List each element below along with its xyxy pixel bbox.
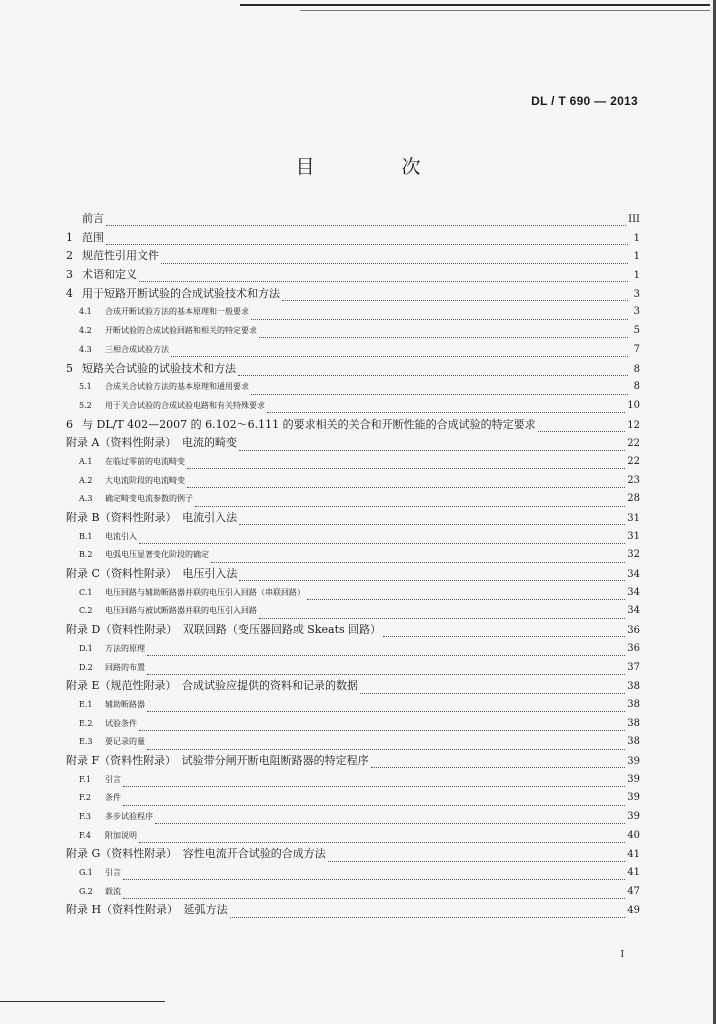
- toc-entry-page: 32: [627, 549, 640, 561]
- dot-leader: [123, 775, 625, 787]
- toc-entry-number: A.1: [79, 456, 93, 466]
- toc-entry-page: 8: [633, 381, 640, 393]
- toc-entry[interactable]: [66, 229, 640, 248]
- toc-entry-number: A.2: [79, 475, 93, 485]
- scan-border-line: [240, 4, 710, 6]
- dot-leader: [147, 738, 625, 750]
- dot-leader: [195, 495, 625, 507]
- toc-entry[interactable]: [66, 528, 640, 547]
- toc-entry-title: 开断试验的合成试验回路和相关的特定要求: [105, 326, 257, 336]
- toc-entry-title: 试验条件: [105, 718, 137, 728]
- toc-entry[interactable]: [66, 472, 640, 491]
- toc-entry-page: 31: [627, 530, 640, 542]
- toc-entry[interactable]: [66, 733, 640, 752]
- toc-entry-number: 3: [66, 268, 73, 282]
- toc-entry-title: 附录 B（资料性附录） 电流引入法: [66, 511, 238, 524]
- toc-entry-title: 术语和定义: [82, 268, 137, 282]
- toc-entry[interactable]: [66, 696, 640, 715]
- toc-entry[interactable]: [66, 266, 640, 285]
- toc-entry[interactable]: [66, 490, 640, 509]
- dot-leader: [239, 569, 625, 581]
- toc-entry-title: 附录 D（资料性附录） 双联回路（变压器回路或 Skeats 回路）: [66, 623, 382, 637]
- toc-entry-number: 5: [66, 361, 73, 375]
- toc-entry-title: 附加说明: [105, 830, 137, 840]
- dot-leader: [239, 439, 625, 451]
- toc-entry-number: 4: [66, 286, 73, 300]
- toc-entry-title: 在临过零前的电流畸变: [105, 456, 185, 466]
- scan-border-line: [300, 10, 710, 11]
- toc-entry-title: 用于关合试验的合成试验电路和有关特殊要求: [105, 400, 265, 410]
- toc-entry-title: 与 DL/T 402—2007 的 6.102～6.111 的要求相关的关合和开断性能的合成试验的特定要求: [82, 417, 536, 431]
- toc-entry-page: 34: [627, 586, 640, 598]
- toc-entry-page: 40: [627, 829, 640, 841]
- toc-entry-number: G.1: [79, 868, 93, 878]
- toc-entry-page: 1: [633, 232, 640, 244]
- toc-entry-number: E.3: [79, 737, 93, 747]
- toc-entry-title: 方法的原理: [105, 643, 145, 653]
- toc-entry-title: 附录 F（资料性附录） 试验带分闸开断电阻断路器的特定程序: [66, 753, 369, 767]
- toc-entry-number: B.1: [79, 531, 93, 541]
- toc-entry-page: 41: [627, 849, 640, 861]
- dot-leader: [251, 308, 628, 320]
- dot-leader: [360, 682, 625, 694]
- toc-entry-title: 引言: [105, 868, 121, 878]
- toc-entry-number: 4.3: [79, 344, 92, 354]
- toc-entry-number: B.2: [79, 550, 93, 560]
- dot-leader: [187, 457, 625, 469]
- toc-entry-number: 2: [66, 249, 73, 263]
- toc-entry[interactable]: [66, 621, 640, 640]
- toc-entry-title: 附录 G（资料性附录） 容性电流开合试验的合成方法: [66, 847, 326, 861]
- toc-entry[interactable]: [66, 397, 640, 416]
- toc-entry[interactable]: [66, 378, 640, 397]
- dot-leader: [123, 868, 625, 880]
- toc-entry-title: 要记录的量: [105, 737, 145, 747]
- toc-entry-number: 1: [66, 230, 73, 244]
- toc-entry-page: 7: [633, 343, 640, 355]
- toc-entry-page: 38: [627, 717, 640, 729]
- toc-entry-page: 37: [627, 661, 640, 673]
- dot-leader: [139, 532, 625, 544]
- toc-entry-page: 39: [627, 792, 640, 804]
- toc-entry-page: 47: [627, 885, 640, 897]
- toc-entry-page: 39: [627, 755, 640, 767]
- toc-entry-title: 电压回路与被试断路器并联的电压引入回路: [105, 606, 257, 616]
- toc-entry-page: 3: [633, 306, 640, 318]
- toc-entry[interactable]: [66, 546, 640, 565]
- toc-entry-page: 22: [627, 438, 640, 450]
- toc-entry-number: C.1: [79, 587, 93, 597]
- dot-leader: [267, 401, 625, 413]
- toc-entry[interactable]: [66, 285, 640, 304]
- toc-entry[interactable]: [66, 247, 640, 266]
- dot-leader: [161, 252, 628, 264]
- toc-entry-title: 多步试验程序: [105, 812, 153, 821]
- toc-entry-page: 36: [627, 625, 640, 637]
- toc-entry-number: G.2: [79, 886, 93, 896]
- toc-entry[interactable]: [66, 715, 640, 734]
- toc-entry-page: 34: [627, 569, 640, 581]
- scan-border-line: [0, 1001, 165, 1002]
- toc-entry-page: 1: [633, 270, 640, 282]
- toc-entry-title: 规范性引用文件: [82, 249, 159, 263]
- toc-entry-number: F.3: [79, 812, 91, 821]
- dot-leader: [147, 700, 625, 712]
- toc-entry-page: 38: [627, 681, 640, 693]
- toc-entry-number: E.1: [79, 699, 93, 709]
- toc-entry[interactable]: [66, 640, 640, 659]
- toc-entry-title: 附录 A（资料性附录） 电流的畸变: [66, 436, 237, 450]
- dot-leader: [106, 214, 626, 226]
- dot-leader: [139, 719, 625, 731]
- dot-leader: [538, 420, 626, 432]
- table-of-contents: [66, 210, 640, 920]
- toc-entry-page: 5: [633, 325, 640, 337]
- toc-entry[interactable]: [66, 434, 640, 453]
- dot-leader: [239, 513, 625, 525]
- toc-entry[interactable]: [66, 864, 640, 883]
- toc-entry[interactable]: [66, 565, 640, 584]
- toc-entry-number: 4.1: [79, 307, 92, 317]
- toc-entry-number: D.1: [79, 643, 93, 653]
- toc-entry-title: 用于短路开断试验的合成试验技术和方法: [82, 286, 280, 300]
- toc-entry[interactable]: [66, 901, 640, 920]
- toc-entry-title: 确定畸变电流参数的例子: [105, 494, 193, 504]
- toc-entry-number: F.4: [79, 830, 91, 840]
- toc-entry-page: 49: [627, 905, 640, 917]
- toc-entry[interactable]: [66, 322, 640, 341]
- toc-entry-title: 引言: [105, 774, 121, 784]
- toc-entry-page: 8: [633, 363, 640, 375]
- page-folio: I: [620, 950, 624, 960]
- toc-entry-number: F.2: [79, 793, 91, 803]
- dot-leader: [259, 607, 625, 619]
- toc-entry[interactable]: [66, 789, 640, 808]
- toc-entry[interactable]: [66, 453, 640, 472]
- toc-entry-number: A.3: [79, 494, 93, 504]
- toc-entry-title: 电弧电压显著变化阶段的确定: [105, 550, 209, 560]
- toc-entry[interactable]: [66, 210, 640, 229]
- toc-entry-page: 1: [633, 251, 640, 263]
- toc-entry-title: 辅助断路器: [105, 699, 145, 709]
- toc-entry-title: 附录 H（资料性附录） 延弧方法: [66, 903, 228, 917]
- toc-entry[interactable]: [66, 303, 640, 322]
- dot-leader: [259, 326, 628, 338]
- toc-entry[interactable]: [66, 584, 640, 603]
- toc-entry-page: 36: [627, 642, 640, 654]
- toc-entry-number: C.2: [79, 606, 93, 616]
- toc-entry-number: D.2: [79, 662, 93, 672]
- toc-entry-number: 5.1: [79, 382, 92, 392]
- toc-entry-page: III: [628, 214, 640, 225]
- dot-leader: [328, 850, 625, 862]
- toc-entry-page: 41: [627, 867, 640, 879]
- toc-entry[interactable]: [66, 659, 640, 678]
- toc-entry-page: 38: [627, 736, 640, 748]
- toc-entry-title: 合成开断试验方法的基本原理和一般要求: [105, 307, 249, 317]
- toc-entry-number: 5.2: [79, 400, 92, 410]
- toc-entry-number: E.2: [79, 718, 93, 728]
- toc-entry-page: 31: [627, 513, 640, 524]
- toc-entry[interactable]: [66, 752, 640, 771]
- toc-entry-title: 回路的布置: [105, 662, 145, 672]
- toc-entry[interactable]: [66, 416, 640, 435]
- toc-entry[interactable]: [66, 808, 640, 827]
- dot-leader: [123, 887, 625, 899]
- toc-entry-title: 范围: [82, 230, 104, 244]
- toc-entry-page: 10: [627, 399, 640, 411]
- toc-entry-page: 22: [627, 455, 640, 467]
- dot-leader: [383, 625, 625, 637]
- toc-entry[interactable]: [66, 677, 640, 696]
- toc-entry[interactable]: [66, 341, 640, 360]
- toc-entry[interactable]: [66, 360, 640, 379]
- toc-entry-title: 短路关合试验的试验技术和方法: [82, 361, 236, 375]
- toc-entry-title: 前言: [82, 212, 104, 225]
- toc-entry-title: 大电流阶段的电流畸变: [105, 475, 185, 485]
- dot-leader: [171, 345, 628, 357]
- toc-entry-title: 附录 E（规范性附录） 合成试验应提供的资料和记录的数据: [66, 679, 359, 693]
- toc-entry-page: 38: [627, 698, 640, 710]
- toc-entry-page: 3: [633, 288, 640, 300]
- dot-leader: [371, 756, 626, 768]
- toc-entry-title: 三相合成试验方法: [105, 344, 169, 354]
- toc-entry-number: 4.2: [79, 326, 92, 336]
- standard-code: DL / T 690 — 2013: [531, 94, 638, 108]
- toc-entry-page: 28: [627, 493, 640, 505]
- dot-leader: [238, 364, 628, 376]
- toc-entry-number: F.1: [79, 774, 91, 784]
- dot-leader: [147, 663, 625, 675]
- dot-leader: [211, 551, 625, 563]
- toc-entry[interactable]: [66, 883, 640, 902]
- toc-entry[interactable]: [66, 771, 640, 790]
- toc-entry[interactable]: [66, 845, 640, 864]
- dot-leader: [139, 831, 625, 843]
- dot-leader: [139, 270, 628, 282]
- toc-entry-number: 6: [66, 417, 73, 431]
- page-title: 目 次: [295, 156, 455, 178]
- toc-entry-title: 电流引入: [105, 531, 137, 541]
- dot-leader: [155, 812, 625, 824]
- toc-entry-title: 条件: [105, 793, 121, 803]
- dot-leader: [123, 794, 625, 806]
- toc-entry-title: 合成关合试验方法的基本原理和通用要求: [105, 382, 249, 392]
- toc-entry-page: 23: [627, 474, 640, 486]
- dot-leader: [106, 233, 628, 245]
- toc-entry-page: 34: [627, 605, 640, 617]
- toc-entry-page: 12: [627, 419, 640, 431]
- dot-leader: [230, 906, 626, 918]
- toc-entry[interactable]: [66, 509, 640, 528]
- dot-leader: [307, 588, 625, 600]
- toc-entry-page: 39: [627, 811, 640, 822]
- toc-entry[interactable]: [66, 827, 640, 846]
- dot-leader: [147, 644, 625, 656]
- toc-entry-title: 附录 C（资料性附录） 电压引入法: [66, 567, 238, 581]
- toc-entry-page: 39: [627, 773, 640, 785]
- dot-leader: [187, 476, 625, 488]
- dot-leader: [251, 383, 628, 395]
- toc-entry[interactable]: [66, 602, 640, 621]
- toc-entry-title: 载流: [105, 886, 121, 896]
- dot-leader: [282, 289, 628, 301]
- toc-entry-title: 电压回路与辅助断路器并联的电压引入回路（串联回路）: [105, 587, 305, 597]
